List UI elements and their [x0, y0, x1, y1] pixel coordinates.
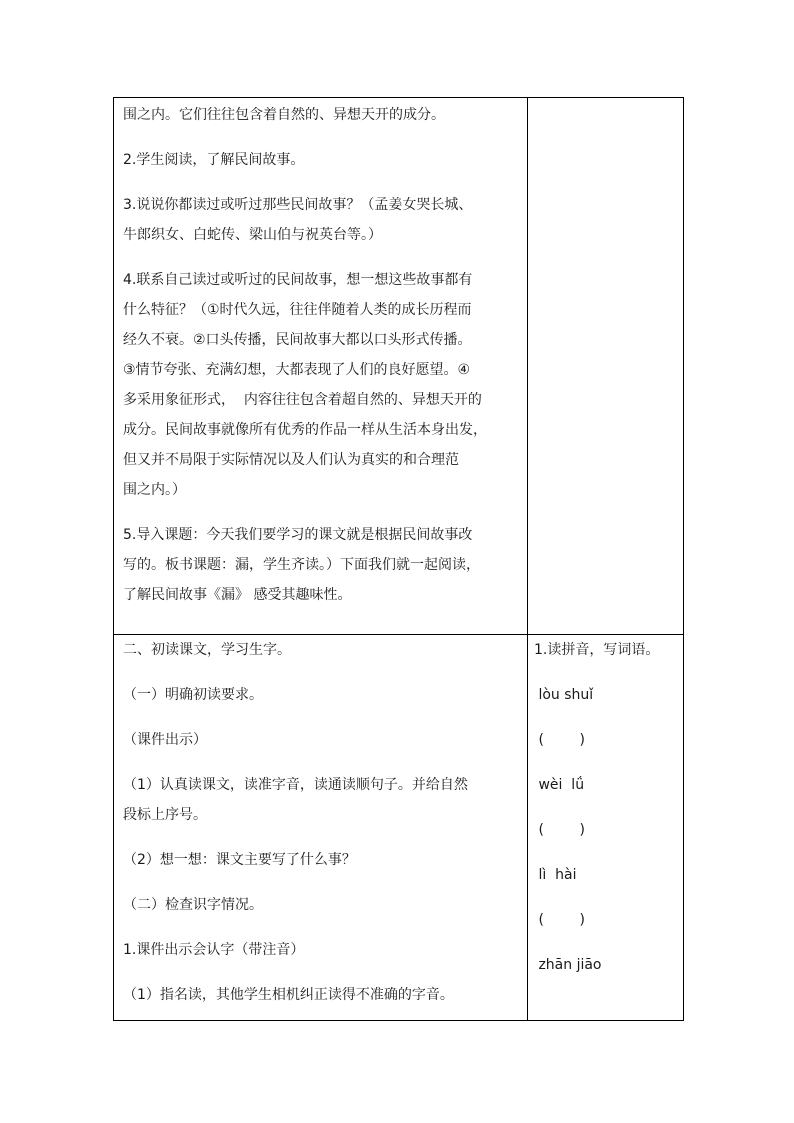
- exercise-line: lòu shuǐ: [534, 687, 594, 703]
- text-line: 经久不衰。②口头传播，民间故事大都以口头形式传播。: [123, 332, 472, 348]
- text-line: 3.说说你都读过或听过那些民间故事？（孟姜女哭长城、: [123, 197, 473, 213]
- text-line: 4.联系自己读过或听过的民间故事，想一想这些故事都有: [123, 272, 473, 288]
- paragraph: [114, 845, 527, 875]
- text-line: 了解民间故事《漏》 感受其趣味性。: [123, 587, 352, 603]
- paragraph: [114, 520, 527, 610]
- text-line: 围之内。）: [123, 482, 186, 498]
- text-line: 1.课件出示会认字（带注音）: [123, 942, 305, 958]
- exercise-line: ( ): [534, 732, 585, 748]
- text-line: （课件出示）: [123, 732, 207, 748]
- paragraph: [114, 890, 527, 920]
- text-line: ③情节夸张、充满幻想，大都表现了人们的良好愿望。④: [123, 362, 471, 378]
- paragraph: [114, 980, 527, 1010]
- paragraph: [114, 935, 527, 965]
- text-line: 成分。民间故事就像所有优秀的作品一样从生活本身出发，: [123, 422, 487, 438]
- paragraph: [114, 265, 527, 505]
- text-line: （1）指名读，其他学生相机纠正读得不准确的字音。: [123, 987, 454, 1003]
- activity-text: [114, 635, 527, 1010]
- exercise-cell: [528, 98, 684, 635]
- text-line: （2）想一想：课文主要写了什么事？: [123, 852, 356, 868]
- text-line: 二、初读课文，学习生字。: [123, 642, 291, 658]
- text-line: （二）检查识字情况。: [123, 897, 263, 913]
- text-line: 段标上序号。: [123, 807, 207, 823]
- exercise-line: zhān jiāo: [534, 957, 602, 973]
- text-line: 5.导入课题：今天我们要学习的课文就是根据民间故事改: [123, 527, 473, 543]
- paragraph: [114, 635, 527, 665]
- paragraph: [114, 100, 527, 130]
- paragraph: [114, 725, 527, 755]
- table-row: [114, 635, 684, 1021]
- activity-cell: [114, 98, 528, 635]
- text-line: 什么特征？（①时代久远，往往伴随着人类的成长历程而: [123, 302, 472, 318]
- text-line: 但又并不局限于实际情况以及人们认为真实的和合理范: [123, 452, 459, 468]
- text-line: 多采用象征形式， 内容往往包含着超自然的、异想天开的: [123, 392, 482, 408]
- text-line: 2.学生阅读，了解民间故事。: [123, 152, 305, 168]
- text-line: 写的。板书课题：漏，学生齐读。）下面我们就一起阅读，: [123, 557, 480, 573]
- text-line: （1）认真读课文，读准字音，读通读顺句子。并给自然: [123, 777, 468, 793]
- exercise-cell: [528, 635, 684, 1021]
- lesson-plan-table: [113, 97, 684, 1021]
- text-line: （一）明确初读要求。: [123, 687, 263, 703]
- exercise-heading: 1.读拼音，写词语。: [534, 642, 660, 658]
- activity-cell: [114, 635, 528, 1021]
- exercise-line: ( ): [534, 912, 585, 928]
- paragraph: [114, 145, 527, 175]
- exercise-line: lì hài: [534, 867, 577, 883]
- table-row: [114, 98, 684, 635]
- paragraph: [114, 770, 527, 830]
- activity-text: [114, 98, 527, 610]
- exercise-line: wèi lǘ: [534, 777, 585, 793]
- text-line: 牛郎织女、白蛇传、梁山伯与祝英台等。）: [123, 227, 382, 243]
- paragraph: [114, 680, 527, 710]
- text-line: 围之内。它们往往包含着自然的、异想天开的成分。: [123, 107, 445, 123]
- paragraph: [114, 190, 527, 250]
- pinyin-exercise: [528, 635, 683, 980]
- exercise-line: ( ): [534, 822, 585, 838]
